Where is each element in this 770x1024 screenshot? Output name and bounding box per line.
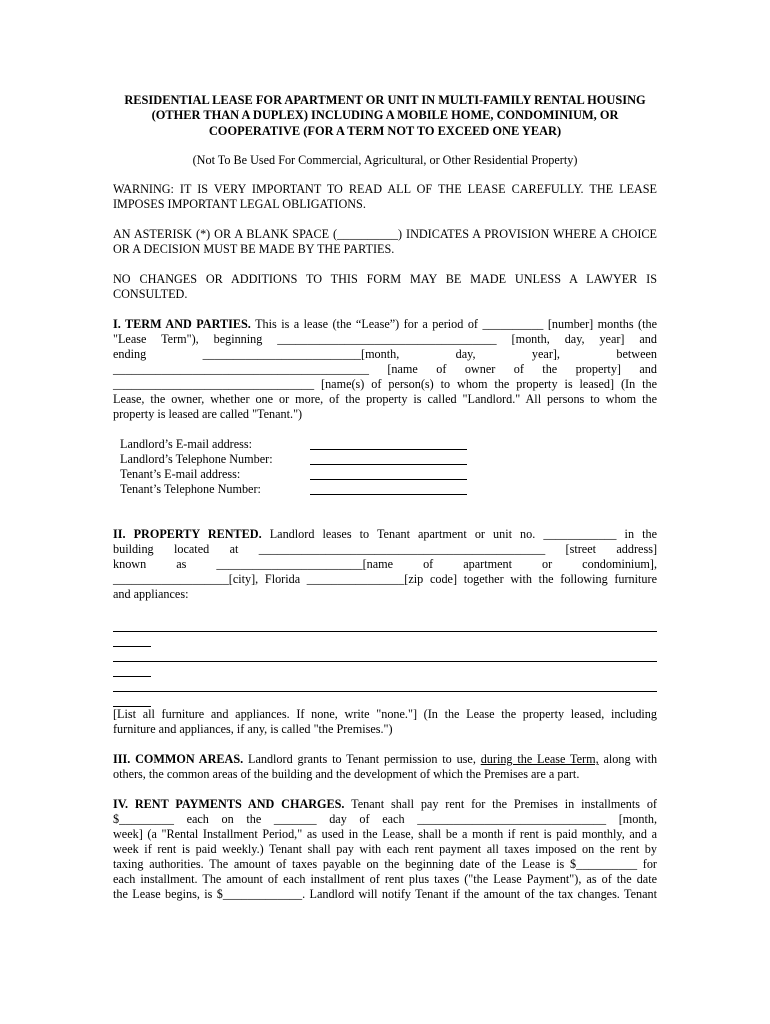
no-changes-paragraph: NO CHANGES OR ADDITIONS TO THIS FORM MAY BE MADE UNLESS A LAWYER IS CONSULTED.	[113, 272, 657, 302]
landlord-phone-field[interactable]	[310, 452, 467, 465]
contact-label: Landlord’s E-mail address:	[120, 437, 252, 452]
landlord-email-field[interactable]	[310, 437, 467, 450]
section1-line6: Lease, the owner, whether one or more, of the property is called "Landlord." All persons to whom the	[113, 392, 657, 407]
section4-line4: week if rent is paid weekly.) Tenant shall pay with each rent payment all taxes imposed on the rent by	[113, 842, 657, 857]
contact-row	[120, 452, 657, 467]
section4-line2[interactable]: $_________ each on the _______ day of each _______________________________ [month,	[113, 812, 657, 827]
section1-line5[interactable]: _________________________________ [name(s) of person(s) to whom the property is leased] (In the	[113, 377, 657, 392]
contact-label: Tenant’s E-mail address:	[120, 467, 241, 482]
section2-line4[interactable]: ___________________[city], Florida ________________[zip code] together with the following furniture	[113, 572, 657, 587]
warning-paragraph: WARNING: IT IS VERY IMPORTANT TO READ ALL OF THE LEASE CAREFULLY. THE LEASE IMPOSES IMPORTANT LEGAL OBLIGATIONS.	[113, 182, 657, 212]
section2-line5: and appliances:	[113, 587, 189, 602]
section4-line1: IV. RENT PAYMENTS AND CHARGES. Tenant shall pay rent for the Premises in installments of	[113, 797, 657, 812]
section2-line3[interactable]: known as ________________________[name of apartment or condominium],	[113, 557, 657, 572]
section4-line5[interactable]: taxing authorities. The amount of taxes payable on the beginning date of the Lease is $__________ for	[113, 857, 657, 872]
furniture-line[interactable]	[113, 677, 657, 692]
section1-heading: I. TERM AND PARTIES.	[113, 317, 251, 332]
section1-line2[interactable]: "Lease Term"), beginning ____________________________________ [month, day, year] and	[113, 332, 657, 347]
section2-note-line2: furniture and appliances, if any, is called "the Premises.")	[113, 722, 393, 737]
section-property-rented	[113, 527, 657, 737]
section1-line3[interactable]: ending __________________________[month, day, year], between	[113, 347, 657, 362]
document-subtitle: (Not To Be Used For Commercial, Agricultural, or Other Residential Property)	[192, 153, 578, 168]
furniture-line-end[interactable]	[113, 632, 151, 647]
section-term-and-parties	[113, 317, 657, 422]
section2-note-line1: [List all furniture and appliances. If none, write "none."] (In the Lease the property leased, including	[113, 707, 657, 722]
document-body	[113, 93, 657, 902]
section2-line2[interactable]: building located at _______________________________________________ [street address]	[113, 542, 657, 557]
section4-heading: IV. RENT PAYMENTS AND CHARGES.	[113, 797, 345, 812]
furniture-line-end[interactable]	[113, 692, 151, 707]
document-title: RESIDENTIAL LEASE FOR APARTMENT OR UNIT IN MULTI-FAMILY RENTAL HOUSING (OTHER THAN A DUPLEX) INCLUDING A MOBILE HOME, CONDOMINIUM, OR COOPERATIVE (FOR A TERM NOT TO EXCEED ONE YEAR)	[124, 93, 646, 138]
section2-line1: II. PROPERTY RENTED. Landlord leases to Tenant apartment or unit no. ____________ in the	[113, 527, 657, 542]
contact-row	[120, 467, 657, 482]
furniture-line[interactable]	[113, 617, 657, 632]
contact-label: Tenant’s Telephone Number:	[120, 482, 261, 497]
section1-line1: I. TERM AND PARTIES. This is a lease (the “Lease”) for a period of __________ [number] months (the	[113, 317, 657, 332]
section4-line7[interactable]: the Lease begins, is $_____________. Landlord will notify Tenant if the amount of the tax changes. Tenant	[113, 887, 657, 902]
section3-heading: III. COMMON AREAS.	[113, 752, 244, 767]
contact-label: Landlord’s Telephone Number:	[120, 452, 273, 467]
furniture-line-end[interactable]	[113, 662, 151, 677]
asterisk-paragraph: AN ASTERISK (*) OR A BLANK SPACE (__________) INDICATES A PROVISION WHERE A CHOICE OR A DECISION MUST BE MADE BY THE PARTIES.	[113, 227, 657, 257]
tenant-email-field[interactable]	[310, 467, 467, 480]
section3-line1: III. COMMON AREAS. Landlord grants to Tenant permission to use, during the Lease Term, along with	[113, 752, 658, 767]
contact-row	[120, 437, 657, 452]
section3-line2: others, the common areas of the building and the development of which the Premises are a part.	[113, 767, 580, 782]
section1-line7: property is leased are called "Tenant.")	[113, 407, 303, 422]
section4-line3: week] (a "Rental Installment Period," as used in the Lease, shall be a month if rent is paid monthly, and a	[113, 827, 657, 842]
contact-info-block	[120, 437, 657, 497]
furniture-line[interactable]	[113, 647, 657, 662]
lease-term-underlined: during the Lease Term,	[480, 752, 599, 767]
section4-line6: each installment. The amount of each installment of rent plus taxes ("the Lease Payment"), as of the date	[113, 872, 657, 887]
section2-heading: II. PROPERTY RENTED.	[113, 527, 262, 542]
section1-line4[interactable]: __________________________________________ [name of owner of the property] and	[113, 362, 657, 377]
tenant-phone-field[interactable]	[310, 482, 467, 495]
contact-row	[120, 482, 657, 497]
section-rent-payments	[113, 797, 657, 902]
section-common-areas	[113, 752, 657, 782]
